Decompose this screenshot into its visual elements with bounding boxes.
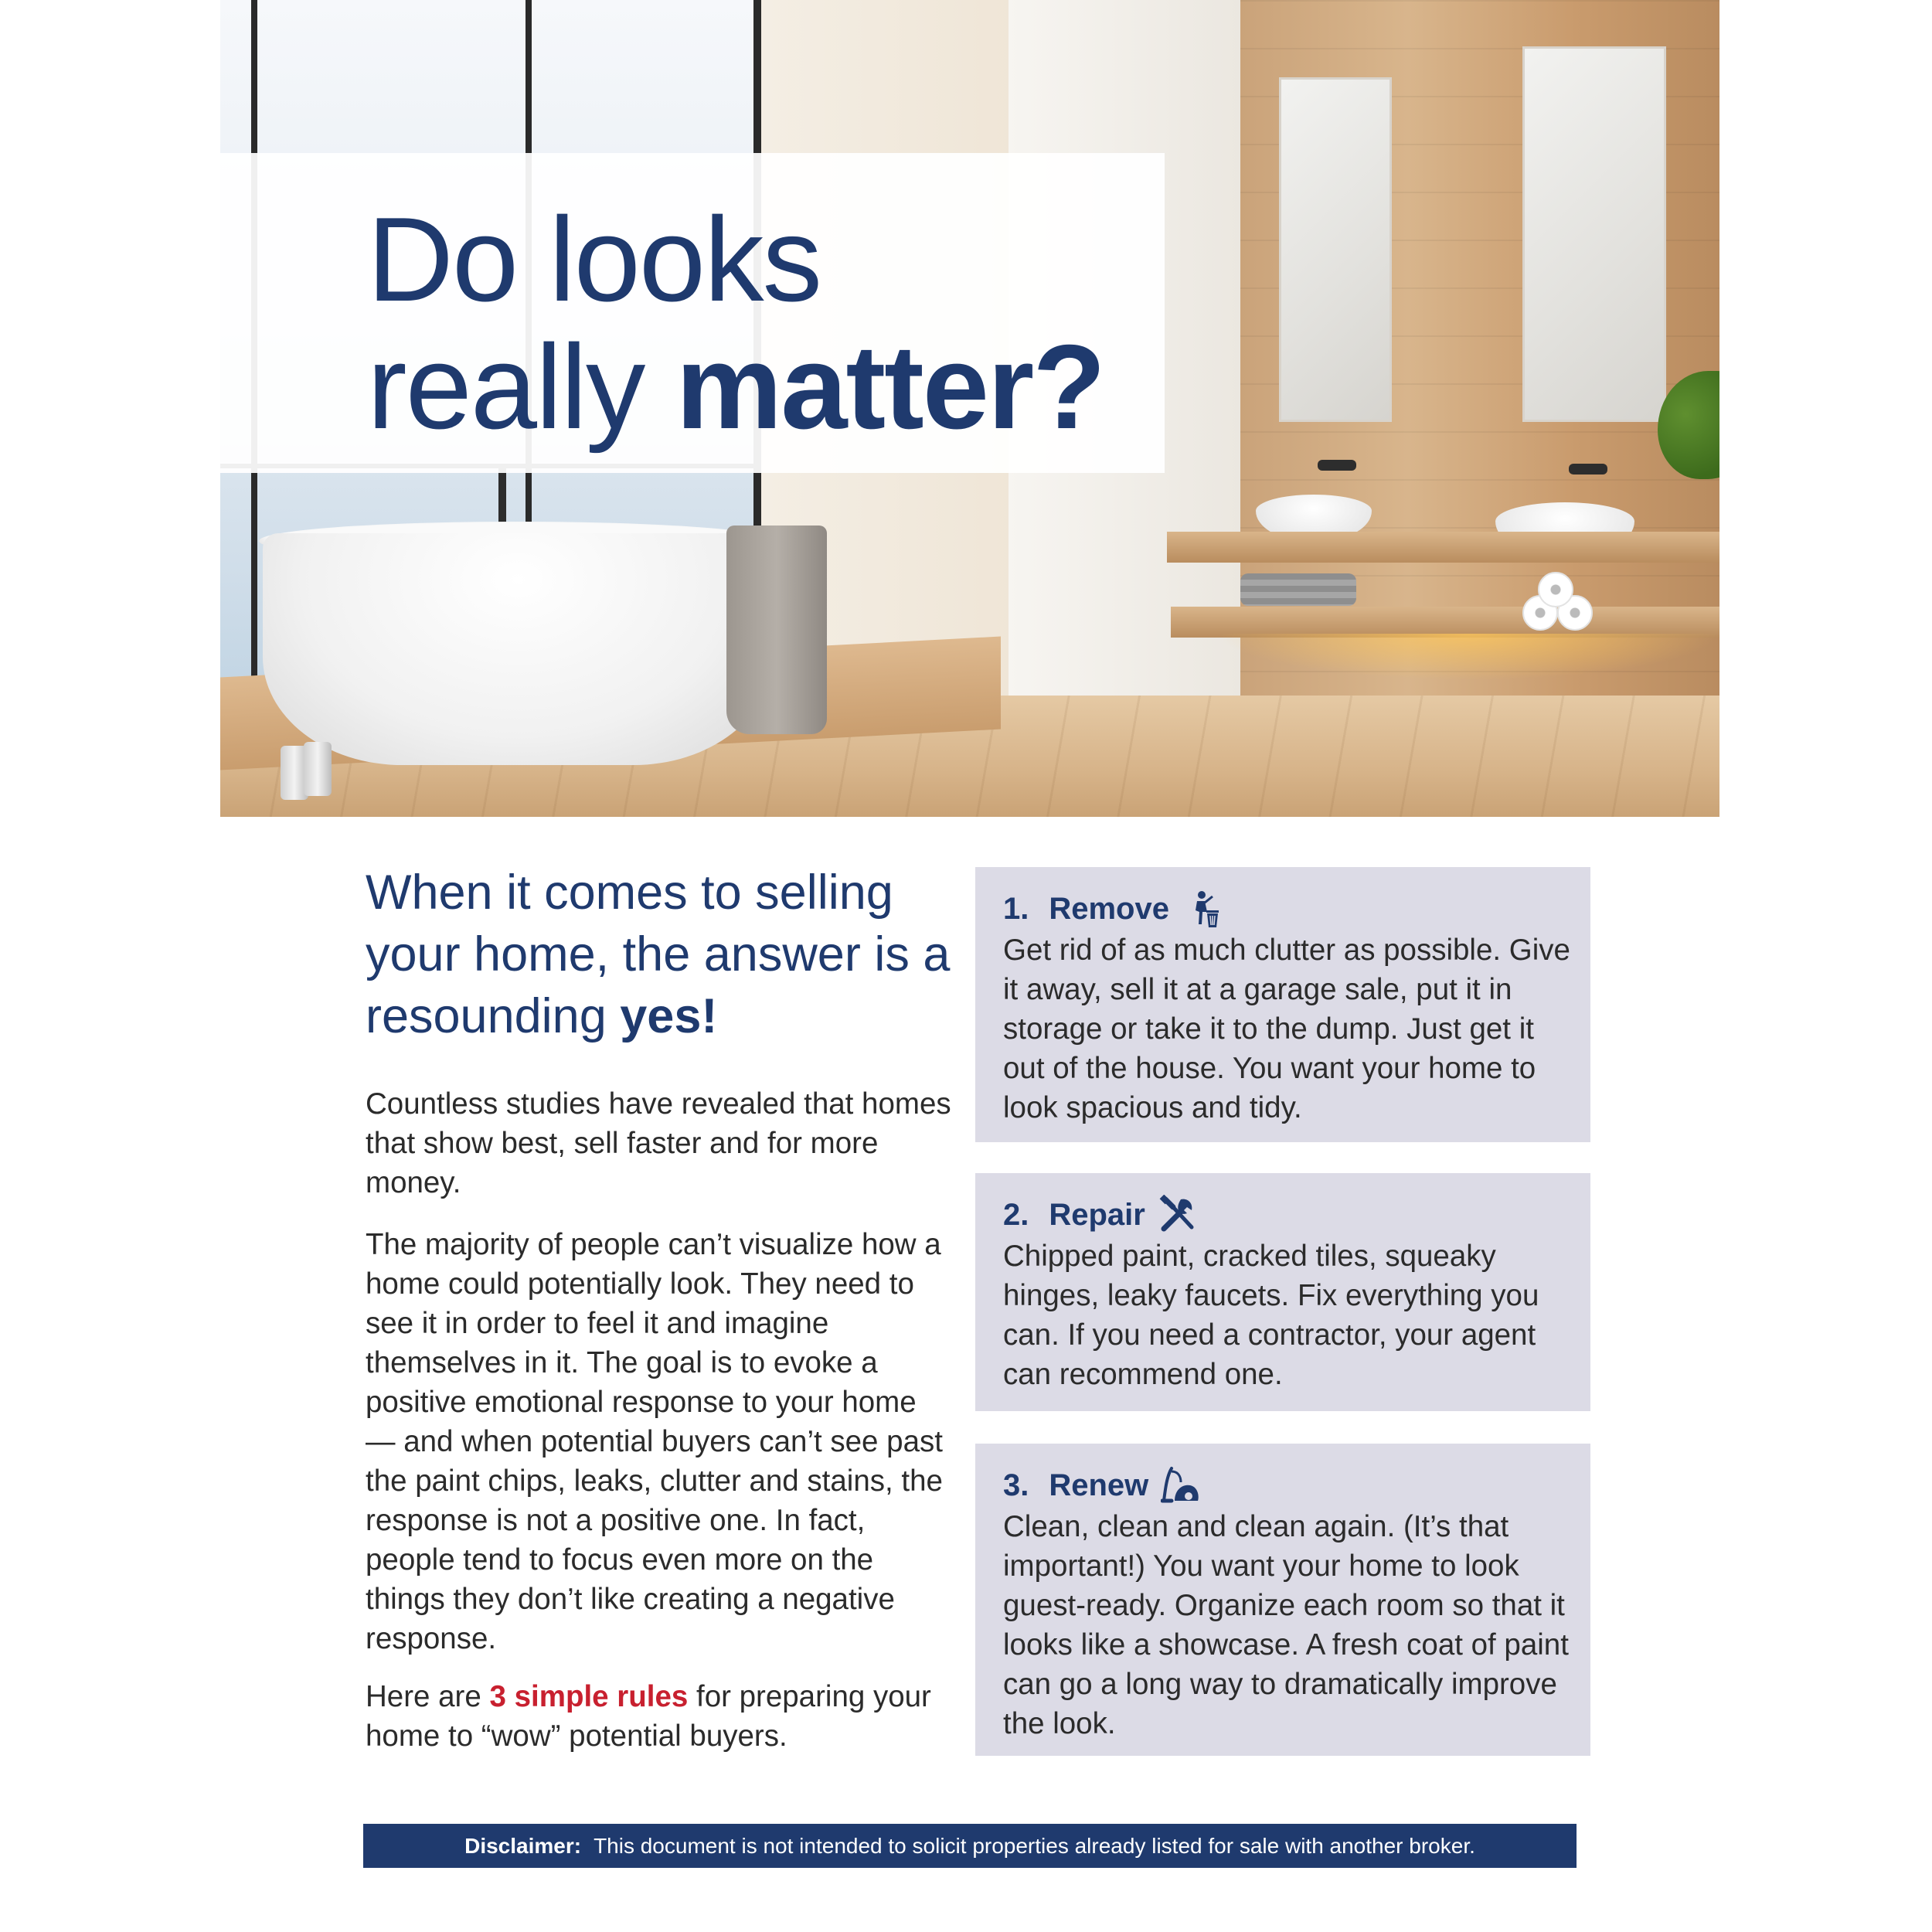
disclaimer-label: Disclaimer:	[464, 1833, 582, 1858]
rule-heading: 3. Renew	[1003, 1462, 1201, 1509]
intro-subheading: When it comes to selling your home, the answer is a resounding yes!	[366, 866, 951, 1043]
rule-card-repair	[975, 1173, 1590, 1411]
trash-disposal-icon	[1182, 889, 1222, 929]
intro-paragraph-1: Countless studies have revealed that homes that show best, sell faster and for more money.	[366, 1087, 951, 1199]
intro-paragraph-3: Here are 3 simple rules for preparing your home to “wow” potential buyers.	[366, 1680, 931, 1753]
title-panel	[220, 153, 1165, 473]
rule-heading: 1. Remove	[1003, 886, 1222, 932]
page-title-line-1: Do looks	[367, 192, 821, 326]
vacuum-cleaning-icon	[1161, 1465, 1201, 1505]
disclaimer-bar	[363, 1824, 1577, 1868]
disclaimer-text: This document is not intended to solicit properties already listed for sale with another broker.	[594, 1833, 1475, 1858]
tools-icon	[1158, 1195, 1198, 1235]
page-title-line-2: really matter?	[367, 320, 1104, 454]
rule-card-remove	[975, 867, 1590, 1142]
intro-paragraph-2: The majority of people can’t visualize how a home could potentially look. They need to see it in order to feel it and imagine themselves in it. The goal is to evoke a positive emotional response to your home — and when potential buyers can’t see past the paint chips, leaks, clutter and stains, the response is not a positive one. In fact, people tend to focus even more on the things they don’t like creating a negative response.	[366, 1228, 943, 1655]
rules-highlight: 3 simple rules	[489, 1680, 689, 1713]
rule-description: Clean, clean and clean again. (It’s that important!) You want your home to look guest-ready. Organize each room so that it looks like a showcase. A fresh coat of paint can go a long way to dramatically improve the look.	[1003, 1510, 1569, 1740]
rule-card-renew	[975, 1444, 1590, 1756]
rule-description: Get rid of as much clutter as possible. Give it away, sell it at a garage sale, put it in storage or take it to the dump. Just get it out of the house. You want your home to look spacious and tidy.	[1003, 934, 1570, 1124]
rule-description: Chipped paint, cracked tiles, squeaky hinges, leaky faucets. Fix everything you can. If you need a contractor, your agent can recommend one.	[1003, 1240, 1539, 1391]
rule-heading: 2. Repair	[1003, 1192, 1198, 1238]
